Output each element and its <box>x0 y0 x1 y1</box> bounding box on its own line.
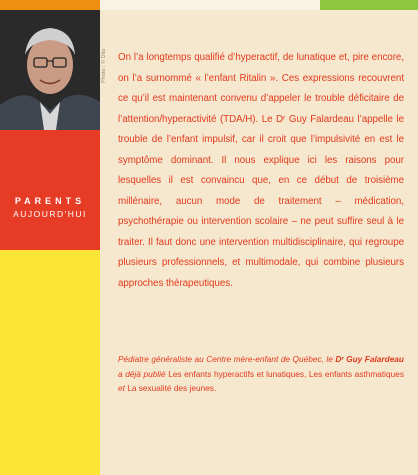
bio-part2: a déjà publié <box>118 368 169 379</box>
bio-author-name: Dʳ Guy Falardeau <box>335 354 404 364</box>
description-paragraph: On l’a longtemps qualifié d’hyperactif, de lunatique et, pire encore, on l’a surnommé « l’enfant Ritalin ». Ces expressions recouvrent ce qu’il est maintenant convenu d’appeler le trouble déficitaire de l’attention/hyperactivité (TDA/H). Le Dʳ Guy Falardeau l’appelle le trouble de l’enfant impulsif, car il croit que l’impulsivité en est le symptôme dominant. Il nous explique ici les raisons pour lesquelles il est convaincu que, en ce début de troisième millénaire, aucun mode de traitement – médication, psychothérapie ou intervention scolaire – ne peut suffire seul à le traiter. Il faut donc une intervention multidisciplinaire, qui regroupe plusieurs professionnels, et multimodale, qui combine plusieurs approches thérapeutiques. <box>118 52 404 289</box>
series-title <box>0 196 100 219</box>
series-title-line2: AUJOURD'HUI <box>13 209 87 219</box>
main-text <box>118 48 404 294</box>
left-column <box>0 10 100 475</box>
top-band-orange <box>0 0 100 10</box>
photo-credit <box>101 25 109 85</box>
author-bio <box>118 352 404 396</box>
red-color-block <box>0 130 100 250</box>
photo-credit-text: Photo : © Dito <box>101 48 107 83</box>
top-band-green <box>320 0 418 10</box>
yellow-color-block <box>0 250 100 475</box>
bio-part1: Pédiatre généraliste au Centre mère-enfant de Québec, le <box>118 354 336 364</box>
top-band-cream <box>100 0 320 10</box>
author-photo <box>0 10 100 130</box>
bio-part3: et <box>118 383 128 393</box>
series-title-line1: PARENTS <box>14 196 86 206</box>
bio-books2: La sexualité des jeunes. <box>127 383 217 393</box>
bio-books1: Les enfants hyperactifs et lunatiques, Les enfants asthmatiques <box>168 368 404 379</box>
